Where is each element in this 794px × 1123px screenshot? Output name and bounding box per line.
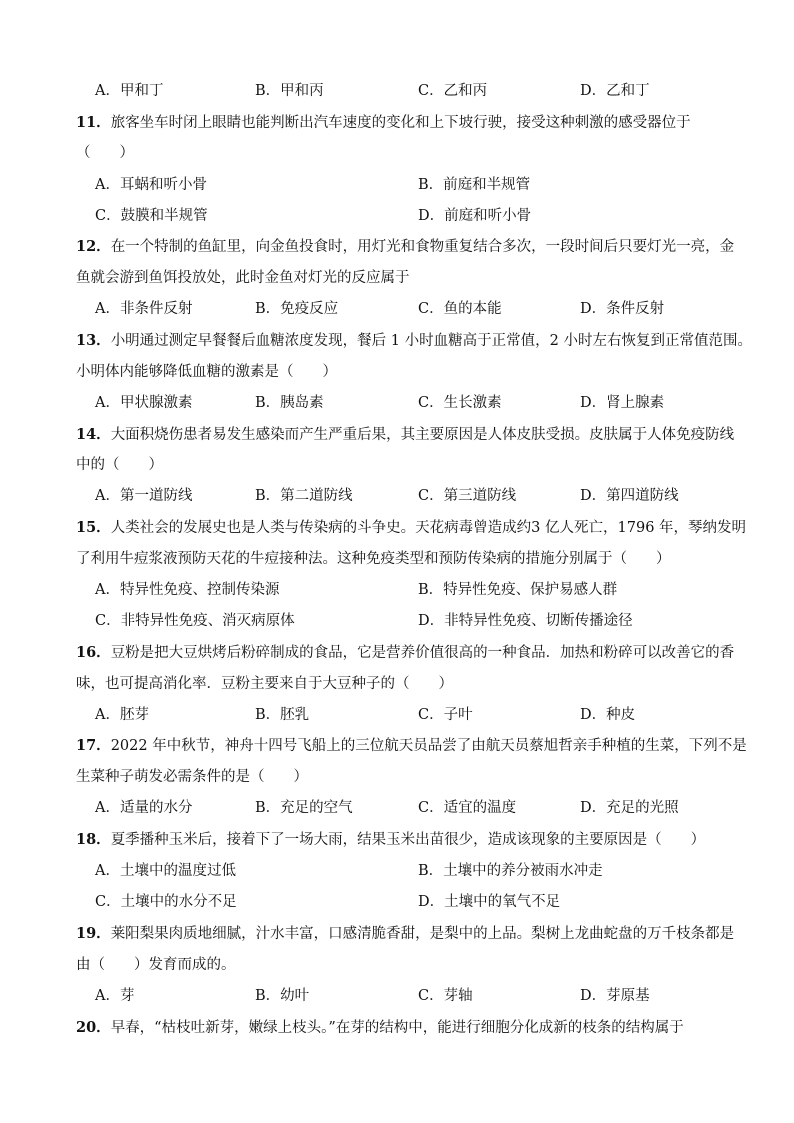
question-19-stem-cont: 由（ ）发育而成的。 [76,957,236,973]
option-c: C．芽轴 [418,988,473,1004]
question-text: 大面积烧伤患者易发生感染而产生严重后果，其主要原因是人体皮肤受损。皮肤属于人体免疫防线 [110,427,735,443]
option-d: D．非特异性免疫、切断传播途径 [418,613,633,629]
question-20-stem [76,1018,756,1038]
question-13-stem-cont: 小明体内能够降低血糖的激素是（ ） [76,364,337,380]
option-b: B．充足的空气 [255,800,353,816]
question-19-stem [76,924,756,944]
question-13-stem [76,331,756,351]
question-number: 12． [76,238,111,255]
option-c: C．土壤中的水分不足 [95,894,237,910]
question-16-stem-cont: 味，也可提高消化率．豆粉主要来自于大豆种子的（ ） [76,676,453,692]
question-text: 2022 年中秋节，神舟十四号飞船上的三位航天员品尝了由航天员蔡旭哲亲手种植的生菜，下列不是 [110,738,747,754]
option-c: C．适宜的温度 [418,800,517,816]
option-b: B．胰岛素 [255,395,324,411]
option-b: B．前庭和半规管 [418,177,531,193]
question-text: 豆粉是把大豆烘烤后粉碎制成的食品，它是营养价值很高的一种食品．加热和粉碎可以改善它的香 [110,645,735,661]
option-b: B．胚乳 [255,707,310,723]
option-a: A．甲和丁 [95,83,164,99]
option-c: C．第三道防线 [418,488,517,504]
option-a: A．土壤中的温度过低 [95,863,236,879]
option-d: D．土壤中的氧气不足 [418,894,561,910]
option-b: B．幼叶 [255,988,310,1004]
option-d: D．芽原基 [580,988,650,1004]
question-16-stem [76,643,756,663]
question-12-stem-cont: 鱼就会游到鱼饵投放处，此时金鱼对灯光的反应属于 [76,270,410,286]
question-number: 17． [76,737,111,754]
question-11-stem-cont: （ ） [76,145,134,161]
question-text: 在一个特制的鱼缸里，向金鱼投食时，用灯光和食物重复结合多次，一段时间后只要灯光一亮，金 [110,239,735,255]
option-c: C．鼓膜和半规管 [95,208,208,224]
option-a: A．芽 [95,988,135,1004]
question-text: 莱阳梨果肉质地细腻，汁水丰富，口感清脆香甜，是梨中的上品。梨树上龙曲蛇盘的万千枝条都是 [110,926,735,942]
question-number: 11． [76,114,111,131]
question-number: 20． [76,1019,111,1036]
option-c: C．乙和丙 [418,83,488,99]
option-a: A．适量的水分 [95,800,193,816]
question-text: 小明通过测定早餐餐后血糖浓度发现，餐后 1 小时血糖高于正常值，2 小时左右恢复到正常值范围。 [110,333,752,349]
option-b: B．免疫反应 [255,301,339,317]
option-d: D．前庭和听小骨 [418,208,532,224]
option-d: D．肾上腺素 [580,395,665,411]
question-text: 早春，“枯枝吐新芽，嫩绿上枝头。”在芽的结构中，能进行细胞分化成新的枝条的结构属于 [110,1020,684,1036]
option-d: D．第四道防线 [580,488,679,504]
option-c: C．生长激素 [418,395,502,411]
question-18-stem [76,830,756,850]
question-12-stem [76,237,756,257]
question-number: 13． [76,332,111,349]
question-text: 旅客坐车时闭上眼睛也能判断出汽车速度的变化和上下坡行驶，接受这种刺激的感受器位于 [110,115,691,131]
option-d: D．条件反射 [580,301,665,317]
option-a: A．特异性免疫、控制传染源 [95,582,280,598]
option-a: A．甲状腺激素 [95,395,193,411]
option-d: D．乙和丁 [580,83,650,99]
option-b: B．甲和丙 [255,83,324,99]
option-a: A．耳蜗和听小骨 [95,177,207,193]
question-11-stem [76,113,756,133]
option-c: C．鱼的本能 [418,301,502,317]
question-number: 14． [76,426,111,443]
option-a: A．非条件反射 [95,301,193,317]
question-14-stem [76,425,756,445]
question-17-stem-cont: 生菜种子萌发必需条件的是（ ） [76,769,308,785]
option-a: A．胚芽 [95,707,149,723]
option-b: B．特异性免疫、保护易感人群 [418,582,618,598]
option-b: B．土壤中的养分被雨水冲走 [418,863,603,879]
question-text: 人类社会的发展史也是人类与传染病的斗争史。天花病毒曾造成约3 亿人死亡，1796 年，琴纳发明 [110,520,747,536]
question-15-stem-cont: 了利用牛痘浆液预防天花的牛痘接种法。这种免疫类型和预防传染病的措施分别属于（ ） [76,551,671,567]
question-14-stem-cont: 中的（ ） [76,457,163,473]
option-c: C．非特异性免疫、消灭病原体 [95,613,295,629]
question-17-stem [76,736,756,756]
question-15-stem [76,518,756,538]
option-d: D．充足的光照 [580,800,679,816]
option-c: C．子叶 [418,707,473,723]
question-number: 18． [76,831,111,848]
option-d: D．种皮 [580,707,636,723]
question-text: 夏季播种玉米后，接着下了一场大雨，结果玉米出苗很少，造成该现象的主要原因是（ ） [110,832,706,848]
option-b: B．第二道防线 [255,488,353,504]
question-number: 19． [76,925,111,942]
option-a: A．第一道防线 [95,488,193,504]
question-number: 16． [76,644,111,661]
question-number: 15． [76,519,111,536]
